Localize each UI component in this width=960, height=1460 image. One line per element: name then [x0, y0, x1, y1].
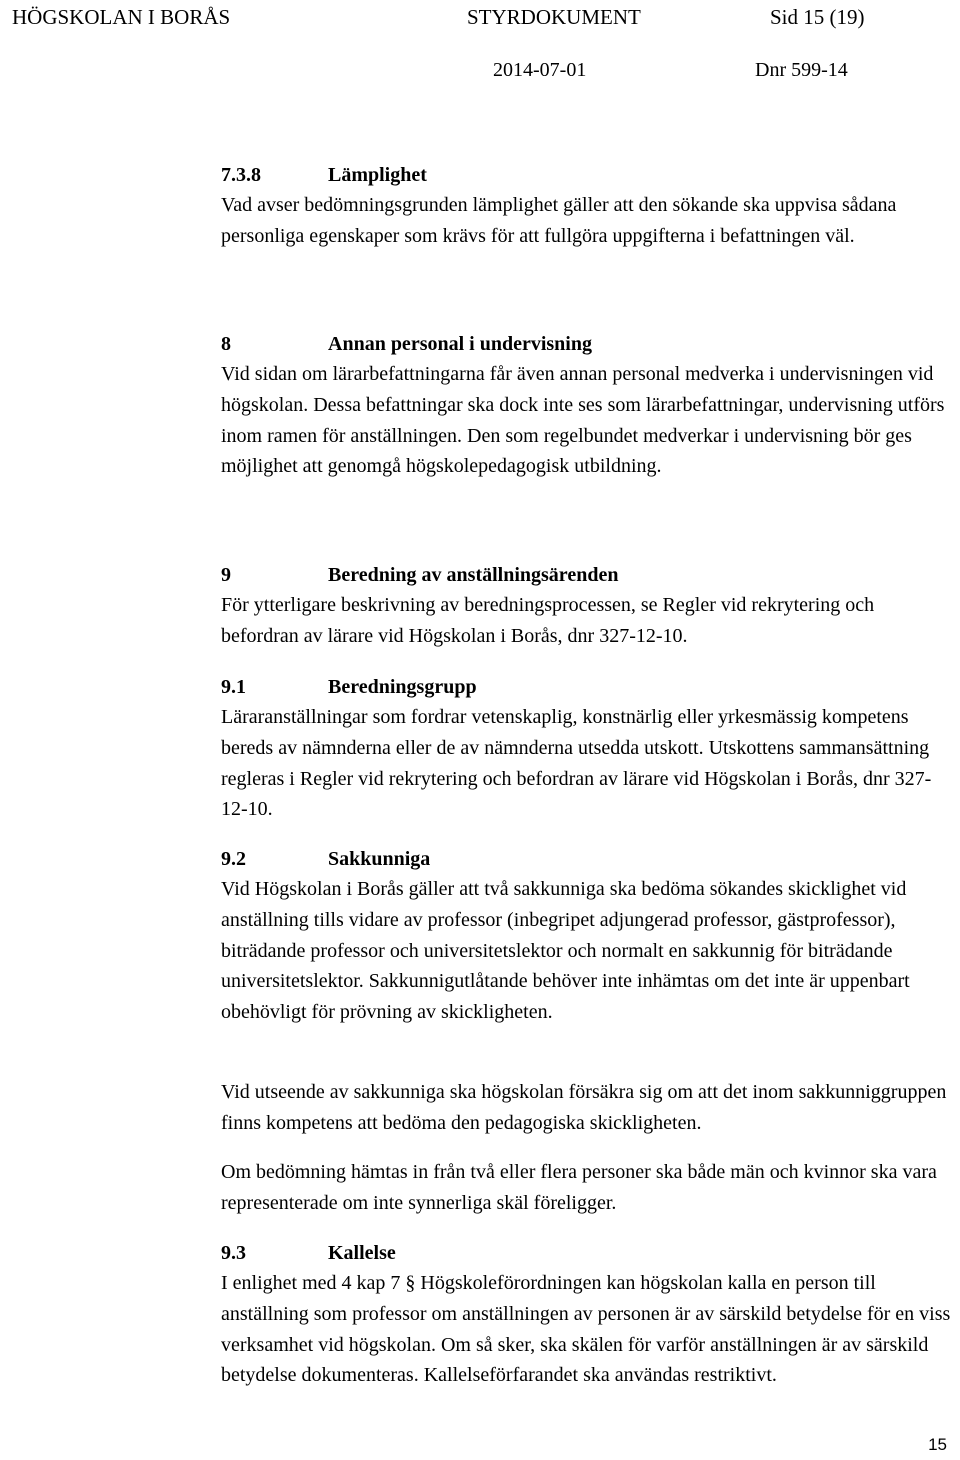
section-title: Lämplighet [328, 164, 427, 186]
section-number: 9.3 [221, 1242, 246, 1264]
header-doc-type: STYRDOKUMENT [467, 5, 641, 29]
section-number: 9 [221, 564, 231, 586]
section-9-heading [221, 560, 618, 590]
section-number: 7.3.8 [221, 164, 261, 186]
section-7-3-8-heading [221, 160, 427, 190]
section-7-3-8-paragraph: Vad avser bedömningsgrunden lämplighet gäller att den sökande ska uppvisa sådana personliga egenskaper som krävs för att fullgöra uppgifterna i befattningen väl. [221, 194, 897, 247]
section-9-2-paragraph-1: Vid Högskolan i Borås gäller att två sakkunniga ska bedöma sökandes skicklighet vid anställning tills vidare av professor (inbegripet adjungerad professor, gästprofessor), biträdande professor och universitetslektor och normalt en sakkunnig för biträdande universitetslektor. Sakkunnigutlåtande behöver inte inhämtas om det inte är uppenbart obehövligt för prövning av skickligheten. [221, 878, 910, 1024]
header-ref: Dnr 599-14 [755, 59, 848, 81]
section-title: Beredning av anställningsärenden [328, 564, 619, 586]
section-9-2-paragraph-3: Om bedömning hämtas in från två eller flera personer ska både män och kvinnor ska vara representerade om inte synnerliga skäl föreligger. [221, 1161, 937, 1214]
section-9-2-paragraph-2: Vid utseende av sakkunniga ska högskolan försäkra sig om att det inom sakkunniggruppen finns kompetens att bedöma den pedagogiska skickligheten. [221, 1081, 947, 1134]
section-title: Annan personal i undervisning [328, 333, 592, 355]
section-9-2-heading [221, 844, 430, 874]
header-page: Sid 15 (19) [770, 5, 865, 29]
header-date: 2014-07-01 [493, 59, 587, 81]
section-8-heading [221, 329, 592, 359]
header-institution: HÖGSKOLAN I BORÅS [12, 5, 231, 29]
page-number: 15 [928, 1435, 947, 1454]
section-title: Beredningsgrupp [328, 676, 477, 698]
section-8-paragraph: Vid sidan om lärarbefattningarna får även annan personal medverka i undervisningen vid högskolan. Dessa befattningar ska dock inte ses som lärarbefattningar, undervisning utförs inom ramen för anställningen. Den som regelbundet medverkar i undervisning bör ges möjlighet att genomgå högskolepedagogisk utbildning. [221, 363, 945, 478]
section-number: 9.1 [221, 676, 246, 698]
section-title: Sakkunniga [328, 848, 431, 870]
section-9-1-heading [221, 672, 477, 702]
section-9-3-paragraph: I enlighet med 4 kap 7 § Högskoleförordningen kan högskolan kalla en person till anställning som professor om anställningen av personen är av särskild betydelse för en viss verksamhet vid högskolan. Om så sker, ska skälen för varför anställningen är av särskild betydelse dokumenteras. Kallelseförfarandet ska användas restriktivt. [221, 1272, 951, 1387]
section-9-3-heading [221, 1238, 396, 1268]
section-9-1-paragraph: Läraranställningar som fordrar vetenskaplig, konstnärlig eller yrkesmässig kompetens bereds av nämnderna eller de av nämnderna utsedda utskott. Utskottens sammansättning regleras i Regler vid rekrytering och befordran av lärare vid Högskolan i Borås, dnr 327-12-10. [221, 706, 932, 821]
section-9-paragraph: För ytterligare beskrivning av beredningsprocessen, se Regler vid rekrytering och befordran av lärare vid Högskolan i Borås, dnr 327-12-10. [221, 594, 875, 647]
section-title: Kallelse [328, 1242, 396, 1264]
section-number: 8 [221, 333, 231, 355]
section-number: 9.2 [221, 848, 246, 870]
